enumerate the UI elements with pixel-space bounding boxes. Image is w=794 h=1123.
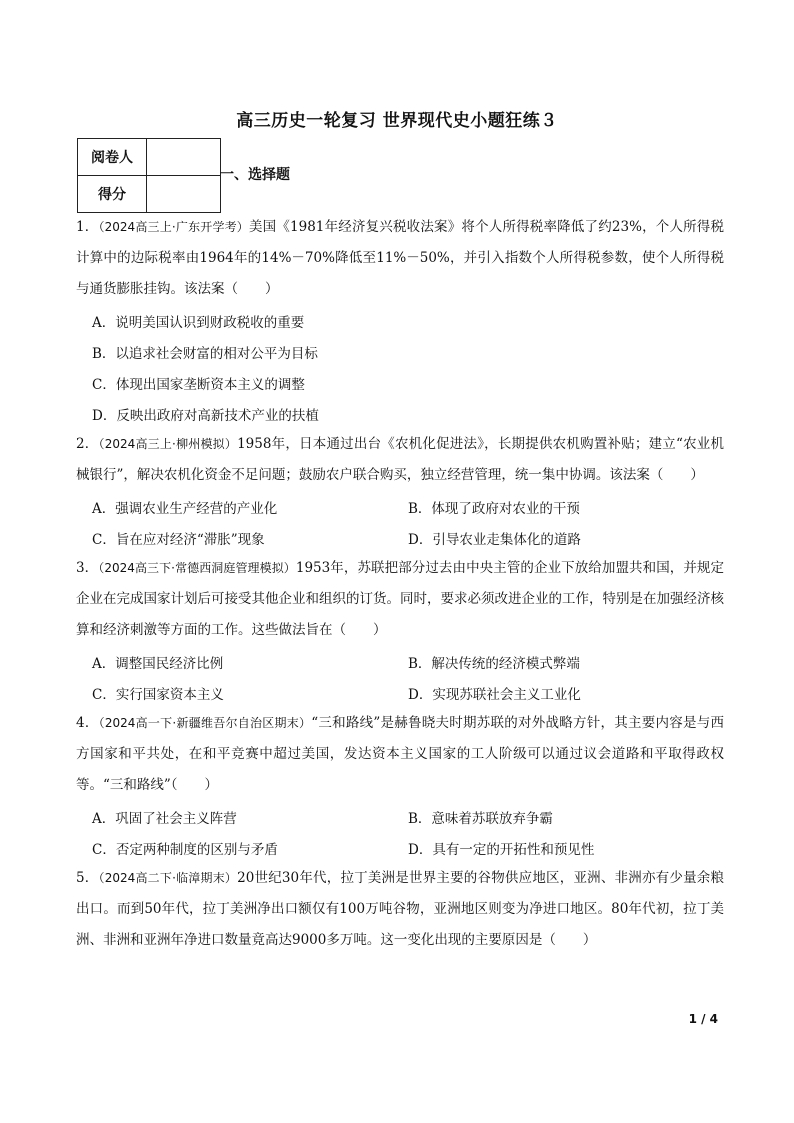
question-source: （2024高三下·常德西洞庭管理模拟） xyxy=(98,561,296,575)
option-c[interactable]: C．旨在应对经济“滞胀”现象 xyxy=(92,531,265,548)
question-number: 3． xyxy=(76,560,99,576)
question-text: 1953年，苏联把部分过去由中央主管的企业下放给加盟共和国，并规定企业在完成国家计划后可接受其他企业和组织的订货。同时，要求必须改进企业的工作，特别是在加强经济核算和经济刺激等方面的工作。这些做法旨在（ ） xyxy=(76,560,725,638)
question-stem xyxy=(76,212,724,305)
option-a[interactable]: A．巩固了社会主义阵营 xyxy=(92,810,237,827)
question-3 xyxy=(76,553,724,708)
question-text: 美国《1981年经济复兴税收法案》将个人所得税率降低了约23%，个人所得税计算中的边际税率由1964年的14%－70%降低至11%－50%，并引入指数个人所得税参数，使个人所得税与通货膨胀挂钩。该法案（ ） xyxy=(76,219,724,297)
grader-label: 阅卷人 xyxy=(78,139,147,176)
option-b[interactable]: B．体现了政府对农业的干预 xyxy=(408,500,580,517)
option-a[interactable]: A．说明美国认识到财政税收的重要 xyxy=(92,314,305,331)
question-list xyxy=(76,212,724,956)
option-list xyxy=(76,801,724,863)
option-d[interactable]: D．反映出政府对高新技术产业的扶植 xyxy=(92,407,319,424)
question-stem xyxy=(76,429,724,491)
option-a[interactable]: A．强调农业生产经营的产业化 xyxy=(92,500,278,517)
page-indicator: 1 / 4 xyxy=(688,1012,718,1026)
question-number: 1． xyxy=(76,219,99,235)
option-b[interactable]: B．解决传统的经济模式弊端 xyxy=(408,655,580,672)
question-4 xyxy=(76,708,724,863)
question-5 xyxy=(76,863,724,956)
section-title: 一、选择题 xyxy=(220,167,290,183)
option-c[interactable]: C．否定两种制度的区别与矛盾 xyxy=(92,841,278,858)
option-a[interactable]: A．调整国民经济比例 xyxy=(92,655,224,672)
question-stem xyxy=(76,863,724,956)
option-list xyxy=(76,305,724,429)
question-source: （2024高二下·临漳期末） xyxy=(98,871,238,885)
question-2 xyxy=(76,429,724,553)
score-label: 得分 xyxy=(78,176,147,213)
question-1 xyxy=(76,212,724,429)
option-c[interactable]: C．实行国家资本主义 xyxy=(92,686,224,703)
option-list xyxy=(76,646,724,708)
option-list xyxy=(76,491,724,553)
score-cell[interactable] xyxy=(147,176,221,213)
page-title: 高三历史一轮复习 世界现代史小题狂练３ xyxy=(236,111,558,131)
option-c[interactable]: C．体现出国家垄断资本主义的调整 xyxy=(92,376,305,393)
score-table xyxy=(77,138,221,213)
option-b[interactable]: B．以追求社会财富的相对公平为目标 xyxy=(92,345,318,362)
question-source: （2024高一下·新疆维吾尔自治区期末） xyxy=(98,716,312,730)
question-source: （2024高三上·广东开学考） xyxy=(98,220,249,234)
question-text: 1958年，日本通过出台《农机化促进法》，长期提供农机购置补贴；建立“农业机械银行”，解决农机化资金不足问题；鼓励农户联合购买，独立经营管理，统一集中协调。该法案（ ） xyxy=(76,436,724,483)
grader-cell[interactable] xyxy=(147,139,221,176)
option-d[interactable]: D．实现苏联社会主义工业化 xyxy=(408,686,581,703)
question-number: 5． xyxy=(76,870,99,886)
question-text: “三和路线”是赫鲁晓夫时期苏联的对外战略方针，其主要内容是与西方国家和平共处，在和平竞赛中超过美国，发达资本主义国家的工人阶级可以通过议会道路和平取得政权等。“三和路线”（ ） xyxy=(76,715,724,793)
question-source: （2024高三上·柳州模拟） xyxy=(98,437,238,451)
question-number: 4． xyxy=(76,715,99,731)
option-b[interactable]: B．意味着苏联放弃争霸 xyxy=(408,810,553,827)
question-stem xyxy=(76,708,724,801)
option-d[interactable]: D．引导农业走集体化的道路 xyxy=(408,531,581,548)
question-number: 2． xyxy=(76,436,99,452)
option-d[interactable]: D．具有一定的开拓性和预见性 xyxy=(408,841,595,858)
question-text: 20世纪30年代，拉丁美洲是世界主要的谷物供应地区，亚洲、非洲亦有少量余粮出口。而到50年代，拉丁美洲净出口额仅有100万吨谷物，亚洲地区则变为净进口地区。80年代初，拉丁美洲、非洲和亚洲年净进口数量竟高达9000多万吨。这一变化出现的主要原因是（ ） xyxy=(76,870,725,948)
question-stem xyxy=(76,553,724,646)
